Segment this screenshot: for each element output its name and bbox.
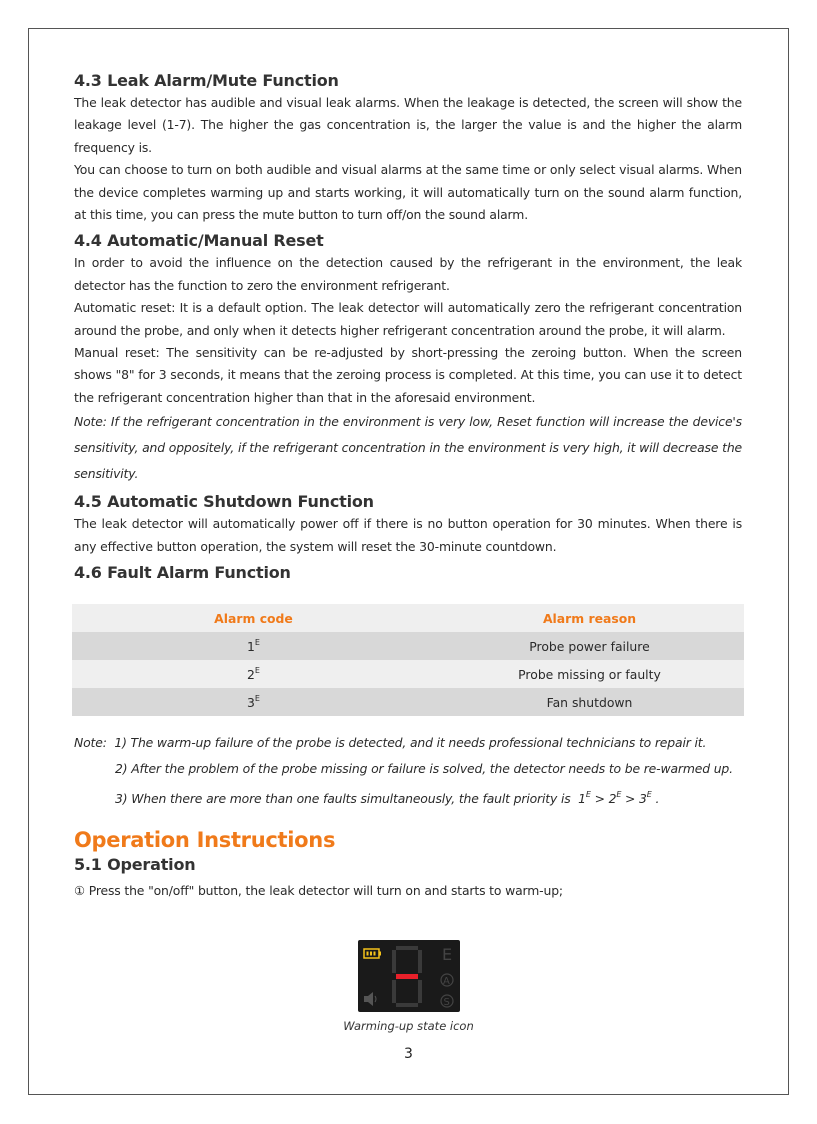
alarm-reason-cell: Fan shutdown (546, 694, 633, 710)
fault-note-2: 2) After the problem of the probe missing or failure is solved, the detector needs to be re-warmed up. (115, 761, 733, 777)
battery-icon (364, 949, 381, 958)
section-4-6-title: 4.6 Fault Alarm Function (74, 563, 291, 583)
alarm-code-cell: $2^E$ (247, 666, 260, 683)
operation-instructions-title: Operation Instructions (74, 828, 336, 853)
section-4-4-note: Note: If the refrigerant concentration in the environment is very low, Reset function will increase the device's sensitivity, and oppositely, if the refrigerant concentration in the environment is very high, it will decrease the sensitivity. (74, 414, 742, 482)
speaker-icon (364, 992, 376, 1006)
header-alarm-code: Alarm code (72, 604, 435, 632)
fault-notes (74, 730, 742, 812)
header-alarm-reason: Alarm reason (435, 604, 744, 632)
fault-alarm-table (72, 604, 744, 716)
lcd-display-image (358, 940, 460, 1012)
warmup-segment (396, 974, 418, 979)
section-4-4-para-2: Automatic reset: It is a default option. The leak detector will automatically zero the refrigerant concentration around the probe, and only when it detects higher refrigerant concentration around the probe, it will alarm. (74, 300, 742, 338)
section-4-5-para-1: The leak detector will automatically power off if there is no button operation for 30 minutes. When there is any effective button operation, the system will reset the 30-minute countdown. (74, 516, 742, 554)
fault-note-1: Note: 1) The warm-up failure of the probe is detected, and it needs professional technicians to repair it. (74, 735, 707, 751)
alarm-code-cell: $3^E$ (247, 694, 260, 711)
table-row (72, 660, 744, 688)
alarm-reason-cell: Probe missing or faulty (518, 666, 661, 682)
table-row (72, 688, 744, 716)
page-number: 3 (404, 1046, 413, 1062)
lcd-letter-s: S (443, 997, 450, 1008)
section-4-3-para-2: You can choose to turn on both audible and visual alarms at the same time or only select visual alarms. When the device completes warming up and starts working, it will automatically turn on the sound alarm function, at this time, you can press the mute button to turn off/on the sound alarm. (74, 162, 742, 223)
section-4-3-title: 4.3 Leak Alarm/Mute Function (74, 71, 339, 90)
fault-note-3: 3) When there are more than one faults simultaneously, the fault priority is $1^E > 2^E > 3^E$ . (115, 790, 660, 807)
lcd-letter-e: E (442, 945, 453, 964)
image-caption: Warming-up state icon (343, 1019, 474, 1033)
table-header-row (72, 604, 744, 632)
section-4-5-title: 4.5 Automatic Shutdown Function (74, 492, 374, 512)
section-4-4-title: 4.4 Automatic/Manual Reset (74, 231, 324, 251)
section-5-1-title: 5.1 Operation (74, 855, 196, 875)
section-4-4-para-1: In order to avoid the influence on the detection caused by the refrigerant in the environment, the leak detector has the function to zero the environment refrigerant. (74, 255, 742, 293)
lcd-letter-a: A (443, 976, 450, 987)
alarm-code-cell: $1^E$ (247, 638, 260, 655)
page-content (74, 70, 742, 903)
section-4-3-para-1: The leak detector has audible and visual leak alarms. When the leakage is detected, the screen will show the leakage level (1-7). The higher the gas concentration is, the larger the value is and the higher the alarm frequency is. (74, 95, 742, 155)
table-row (72, 632, 744, 660)
alarm-reason-cell: Probe power failure (529, 638, 650, 654)
operation-step-1: ① Press the "on/off" button, the leak detector will turn on and starts to warm-up; (74, 883, 563, 899)
lcd-display-graphic (358, 940, 460, 1012)
section-4-4-para-3: Manual reset: The sensitivity can be re-adjusted by short-pressing the zeroing button. When the screen shows "8" for 3 seconds, it means that the zeroing process is completed. At this time, you can use it to detect the refrigerant concentration higher than that in the aforesaid environment. (74, 345, 742, 405)
